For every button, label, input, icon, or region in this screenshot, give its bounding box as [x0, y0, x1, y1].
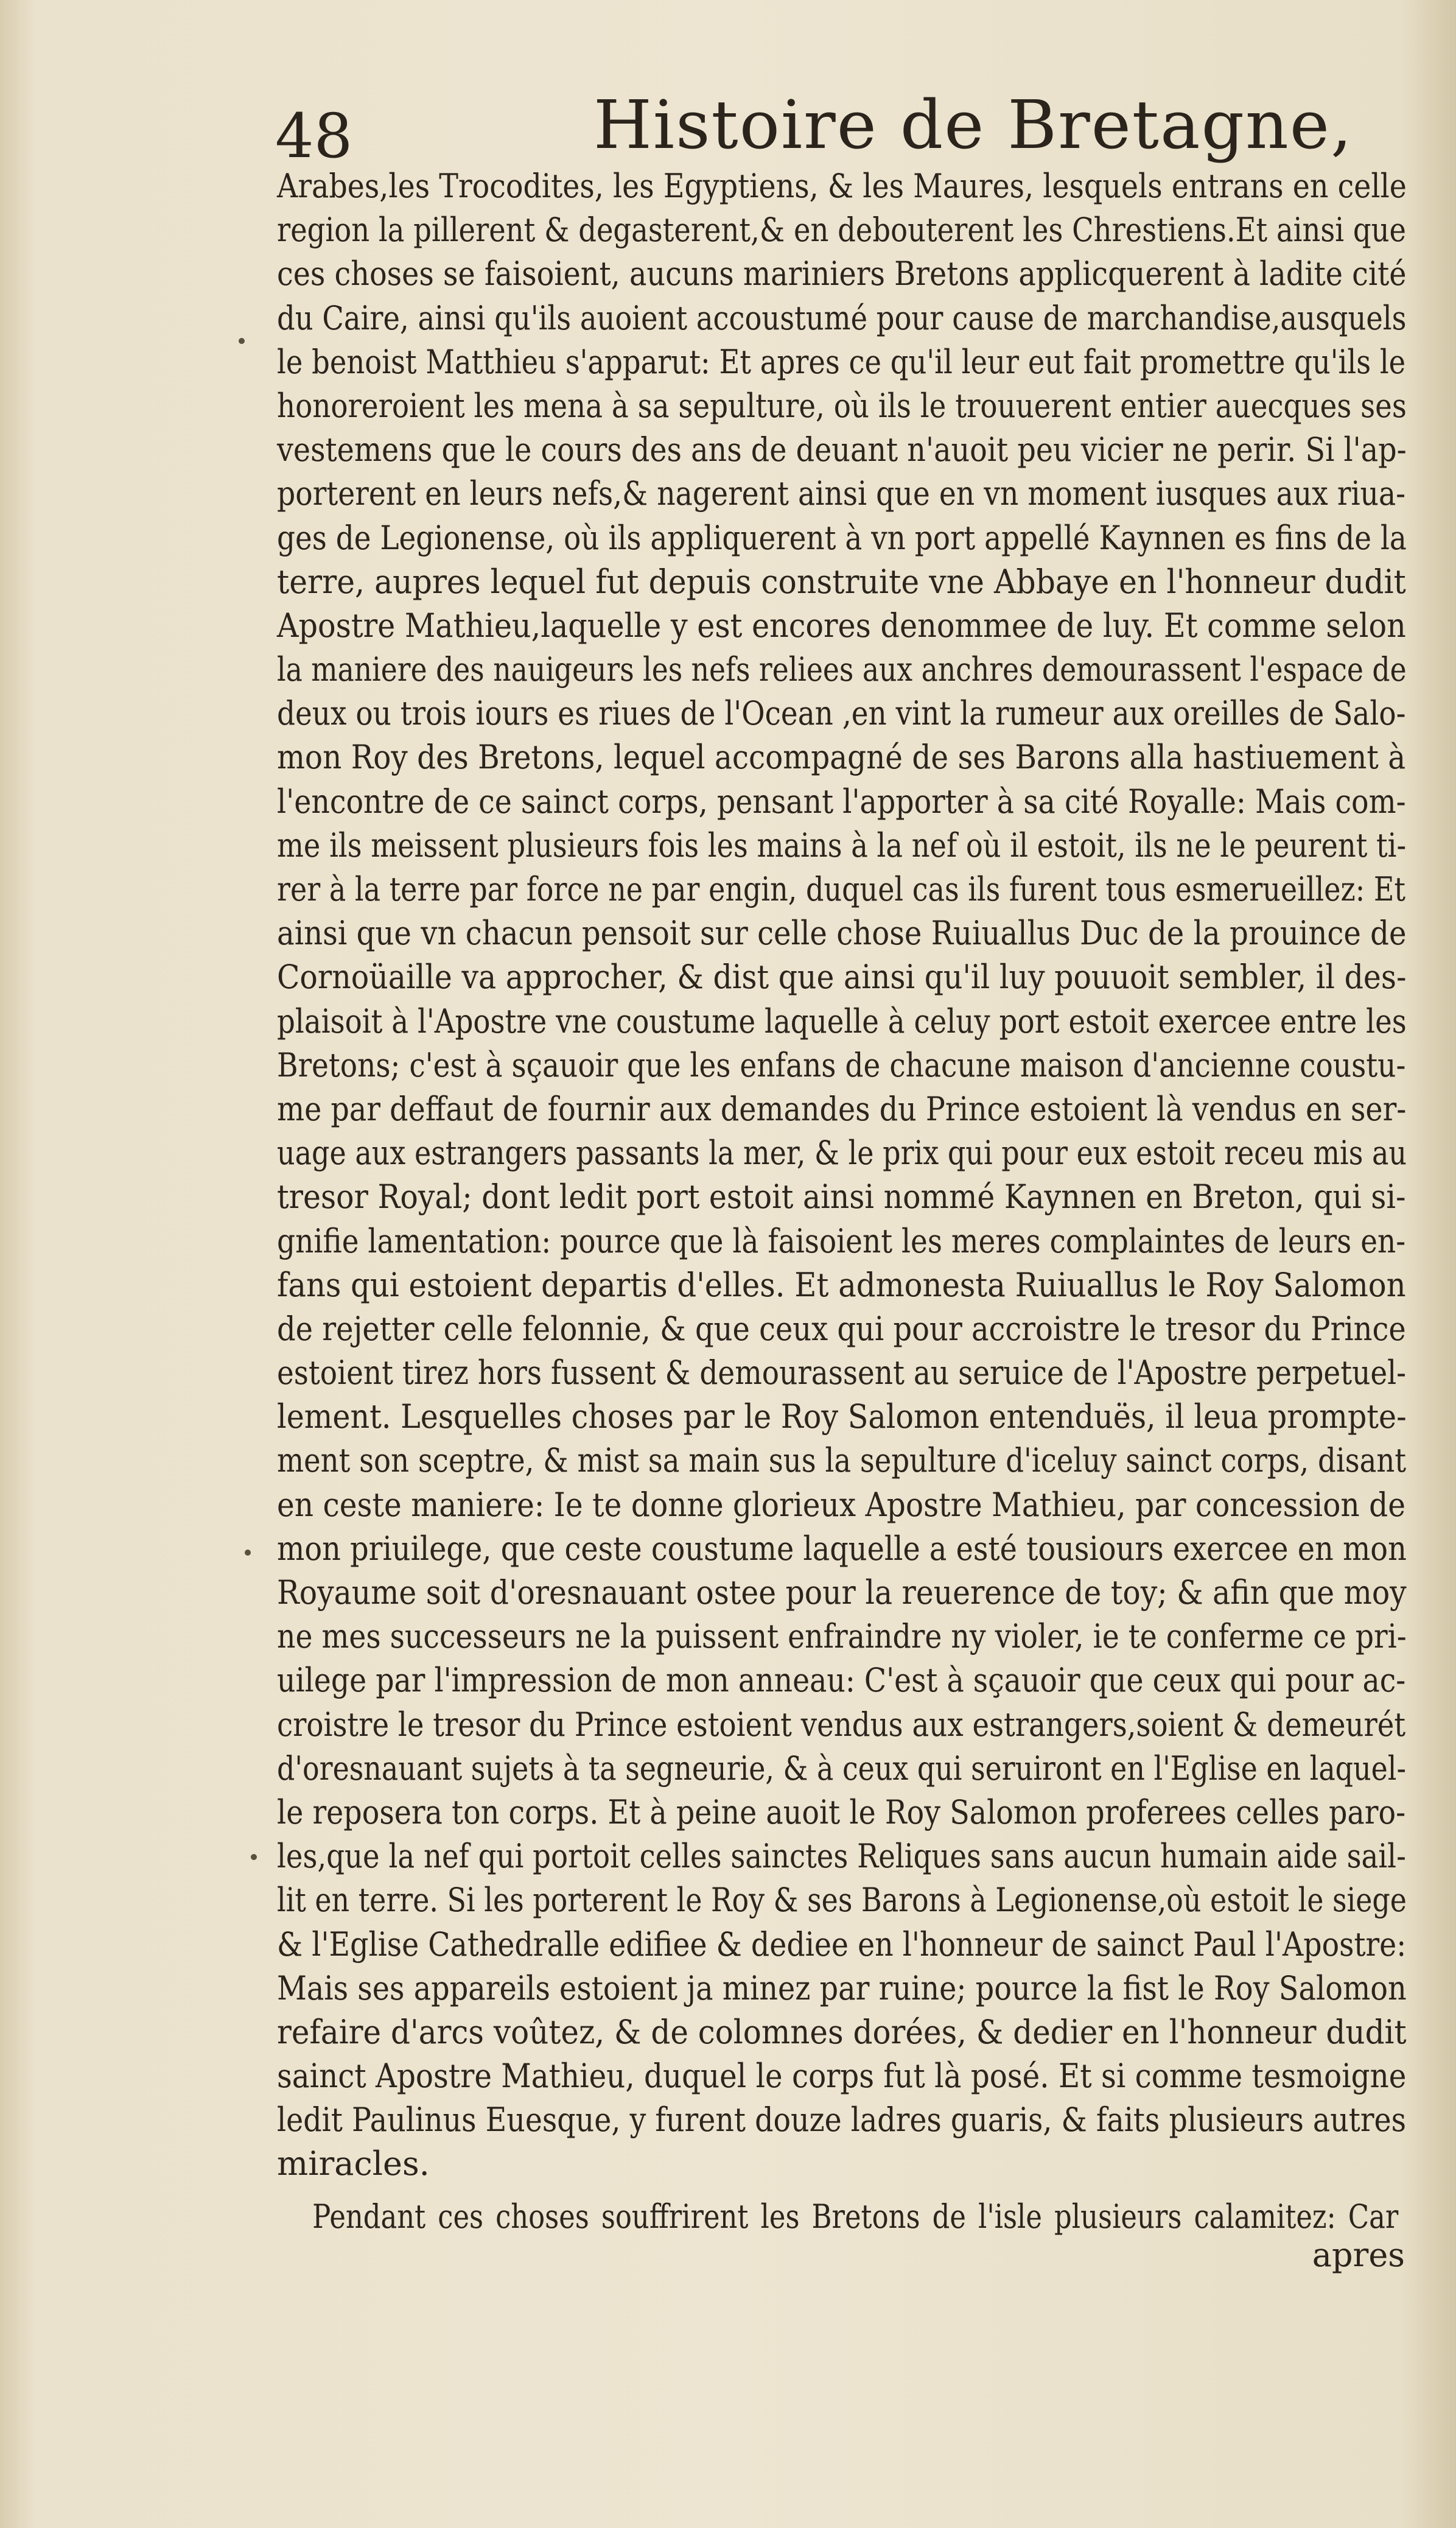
text-line: miracles.	[277, 2144, 430, 2183]
text-line: vestemens que le cours des ans de deuant n'auoit peu vicier ne perir. Si l'ap-	[277, 430, 1407, 469]
text-line: Bretons; c'est à sçauoir que les enfans de chacune maison d'ancienne coustu-	[277, 1045, 1406, 1084]
text-line: me par deffaut de fournir aux demandes du Prince estoient là vendus en ser-	[277, 1089, 1407, 1128]
text-line: ment son sceptre, & mist sa main sus la sepulture d'iceluy sainct corps, disant	[277, 1441, 1407, 1480]
text-line: deux ou trois iours es riues de l'Ocean ,en vint la rumeur aux oreilles de Salo-	[277, 694, 1406, 733]
text-line: me ils meissent plusieurs fois les mains à la nef où il estoit, ils ne le peurent ti-	[277, 826, 1407, 865]
text-line: les,que la nef qui portoit celles sainctes Reliques sans aucun humain aide sail-	[277, 1837, 1406, 1876]
text-line: le benoist Matthieu s'apparut: Et apres ce qu'il leur eut fait promettre qu'ils le	[277, 342, 1406, 381]
text-block	[277, 164, 1406, 2239]
text-line: mon Roy des Bretons, lequel accompagné de ses Barons alla hastiuement à	[277, 738, 1406, 777]
text-line: la maniere des nauigeurs les nefs reliees aux anchres demourassent l'espace de	[277, 650, 1407, 689]
text-line: d'oresnauant sujets à ta segneurie, & à ceux qui seruiront en l'Eglise en laquel-	[277, 1749, 1406, 1788]
text-line: fans qui estoient departis d'elles. Et admonesta Ruiuallus le Roy Salomon	[277, 1265, 1406, 1304]
text-line: uilege par l'impression de mon anneau: C'est à sçauoir que ceux qui pour ac-	[277, 1661, 1406, 1700]
text-line: Mais ses appareils estoient ja minez par ruine; pource la fist le Roy Salomon	[277, 1968, 1407, 2007]
paragraph-first-line: Pendant ces choses souffrirent les Bretons de l'isle plusieurs calamitez: Car	[312, 2197, 1399, 2236]
text-line: refaire d'arcs voûtez, & de colomnes dorées, & dedier en l'honneur dudit	[277, 2012, 1407, 2051]
text-line: ges de Legionense, où ils appliquerent à vn port appellé Kaynnen es fins de la	[277, 518, 1407, 557]
text-line: Apostre Mathieu,laquelle y est encores denommee de luy. Et comme selon	[277, 606, 1406, 645]
text-line: ledit Paulinus Euesque, y furent douze ladres guaris, & faits plusieurs autres	[277, 2101, 1407, 2140]
text-line: estoient tirez hors fussent & demourassent au seruice de l'Apostre perpetuel-	[277, 1354, 1407, 1392]
text-line: plaisoit à l'Apostre vne coustume laquelle à celuy port estoit exercee entre les	[277, 1002, 1407, 1041]
margin-mark	[251, 1854, 257, 1860]
text-line: en ceste maniere: Ie te donne glorieux Apostre Mathieu, par concession de	[277, 1485, 1405, 1524]
text-line: porterent en leurs nefs,& nagerent ainsi que en vn moment iusques aux riua-	[277, 474, 1406, 513]
text-line: rer à la terre par force ne par engin, duquel cas ils furent tous esmerueillez: Et	[277, 870, 1405, 908]
text-line: ainsi que vn chacun pensoit sur celle chose Ruiuallus Duc de la prouince de	[277, 914, 1407, 953]
text-line: mon priuilege, que ceste coustume laquelle a esté tousiours exercee en mon	[277, 1529, 1407, 1568]
text-line: sainct Apostre Mathieu, duquel le corps fut là posé. Et si comme tesmoigne	[277, 2057, 1407, 2096]
text-line: croistre le tresor du Prince estoient vendus aux estrangers,soient & demeurét	[277, 1705, 1406, 1744]
text-line: Arabes,les Trocodites, les Egyptiens, & les Maures, lesquels entrans en celle	[277, 167, 1407, 205]
text-line: ces choses se faisoient, aucuns mariniers Bretons applicquerent à ladite cité	[277, 255, 1407, 293]
margin-mark	[245, 1550, 251, 1556]
text-line: de rejetter celle felonnie, & que ceux qui pour accroistre le tresor du Prince	[277, 1309, 1406, 1348]
page-number-text: 48	[275, 100, 353, 172]
catchword: apres	[1312, 2236, 1405, 2274]
text-line: ne mes successeurs ne la puissent enfraindre ny violer, ie te conferme ce pri-	[277, 1617, 1407, 1656]
text-line: l'encontre de ce sainct corps, pensant l'apporter à sa cité Royalle: Mais com-	[277, 782, 1406, 821]
text-line: lit en terre. Si les porterent le Roy & ses Barons à Legionense,où estoit le siege	[277, 1881, 1407, 1920]
text-line: le reposera ton corps. Et à peine auoit le Roy Salomon proferees celles paro-	[277, 1792, 1406, 1831]
running-title: Histoire de Bretagne,	[593, 86, 1353, 164]
text-line: tresor Royal; dont ledit port estoit ainsi nommé Kaynnen en Breton, qui si-	[277, 1178, 1406, 1217]
text-line: & l'Eglise Cathedralle edifiee & dediee en l'honneur de sainct Paul l'Apostre:	[277, 1925, 1407, 1964]
text-line: honoreroient les mena à sa sepulture, où ils le trouuerent entier auecques ses	[277, 386, 1407, 425]
text-line: Cornoüaille va approcher, & dist que ainsi qu'il luy pouuoit sembler, il des-	[277, 958, 1407, 997]
text-line: gnifie lamentation: pource que là faisoient les meres complaintes de leurs en-	[277, 1221, 1406, 1260]
text-line: du Caire, ainsi qu'ils auoient accoustumé pour cause de marchandise,ausquels	[277, 298, 1407, 337]
text-line: terre, aupres lequel fut depuis construite vne Abbaye en l'honneur dudit	[277, 562, 1406, 601]
text-line: lement. Lesquelles choses par le Roy Salomon entenduës, il leua prompte-	[277, 1397, 1407, 1436]
text-line: region la pillerent & degasterent,& en debouterent les Chrestiens.Et ainsi que	[277, 211, 1407, 250]
text-line: uage aux estrangers passants la mer, & le prix qui pour eux estoit receu mis au	[277, 1134, 1407, 1173]
margin-mark	[239, 338, 245, 344]
text-line: Royaume soit d'oresnauant ostee pour la reuerence de toy; & afin que moy	[277, 1573, 1407, 1612]
